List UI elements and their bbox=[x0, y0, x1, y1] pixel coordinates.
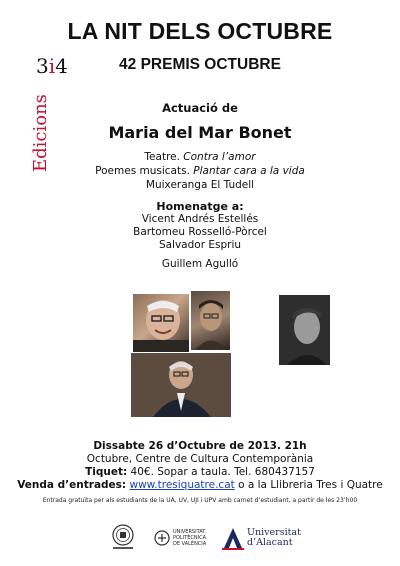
tribute-name: Bartomeu Rosselló-Pòrcel bbox=[133, 226, 267, 238]
program-muixeranga: Muixeranga El Tudell bbox=[145, 179, 255, 191]
universitat-alacant-logo: Universitat d’Alacant bbox=[222, 524, 312, 552]
tribute-name: Salvador Espriu bbox=[158, 239, 242, 251]
tribute-label: Homenatge a: bbox=[156, 200, 244, 213]
performance-label: Actuació de bbox=[162, 101, 238, 115]
event-venue: Octubre, Centre de Cultura Contemporània bbox=[86, 453, 314, 465]
tribute-name: Guillem Agulló bbox=[161, 258, 239, 270]
student-note: Entrada gratuïta per als estudiants de la UA, UV, UJI i UPV amb carnet d’estudiant, a partir de les 23’h00 bbox=[42, 497, 358, 504]
upv-logo: UNIVERSITAT POLITÈCNICA DE VALÈNCIA bbox=[154, 524, 208, 552]
poster-title: LA NIT DELS OCTUBRE bbox=[67, 18, 333, 44]
event-date: Dissabte 26 d’Octubre de 2013. 21h bbox=[93, 440, 307, 452]
performer-name: Maria del Mar Bonet bbox=[108, 123, 292, 142]
portrait-photo-young-man bbox=[191, 291, 230, 350]
program-poems: Poemes musicats. Plantar cara a la vida bbox=[95, 165, 305, 177]
publisher-logo-number: 3i4 bbox=[36, 54, 68, 78]
portrait-photo-bw-young-man bbox=[279, 295, 330, 365]
tickets-website-link[interactable]: www.tresiquatre.cat bbox=[129, 479, 235, 491]
publisher-logo-name: Edicions bbox=[30, 94, 51, 172]
ticket-info: Tiquet: 40€. Sopar a taula. Tel. 680437157 bbox=[85, 466, 315, 478]
program-theatre: Teatre. Contra l’amor bbox=[144, 151, 256, 163]
poster-subtitle: 42 PREMIS OCTUBRE bbox=[119, 56, 281, 73]
portrait-photo-smiling-man bbox=[133, 294, 189, 352]
tribute-name: Vicent Andrés Estellés bbox=[141, 213, 259, 225]
ticket-sales: Venda d’entrades: www.tresiquatre.cat o a la Llibreria Tres i Quatre bbox=[17, 479, 383, 491]
universitat-valencia-logo bbox=[111, 524, 135, 552]
portrait-photo-elderly-man bbox=[131, 353, 231, 417]
